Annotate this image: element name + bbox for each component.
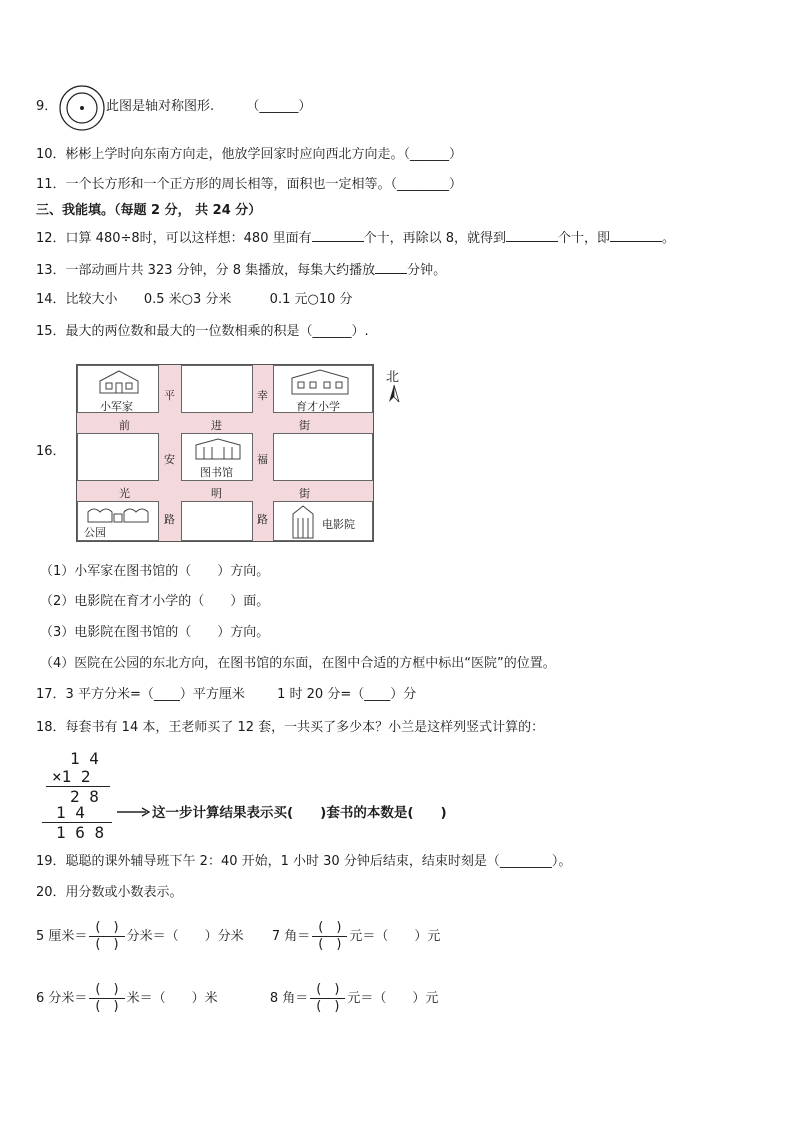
map-cell-yucai: [273, 365, 373, 413]
calc-row: ×1 2: [52, 767, 91, 786]
road-label: 幸: [257, 389, 268, 402]
calc-note: 这一步计算结果表示买( )套书的本数是( ): [152, 805, 447, 821]
road-label: 安: [164, 453, 175, 466]
q20-row-2: [36, 980, 438, 1018]
calc-row: 1 4: [56, 803, 85, 822]
north-label: 北: [386, 370, 400, 385]
question-11: 11．一个长方形和一个正方形的周长相等，面积也一定相等。（________）: [36, 177, 463, 192]
road-label: 平: [164, 389, 175, 402]
question-text: 14．比较大小: [36, 292, 118, 307]
answer-blank: [375, 261, 407, 274]
question-number: 9．: [36, 99, 58, 114]
school-icon: [288, 368, 352, 396]
answer-blank: [506, 229, 558, 242]
conversion-text: 元＝（ ）元: [347, 991, 439, 1006]
numerator: ( ): [95, 982, 119, 997]
question-text: 17．3 平方分米=（____）平方厘米: [36, 687, 245, 702]
numerator: ( ): [318, 920, 342, 935]
conversion-text: 6 分米＝: [36, 991, 88, 1006]
fraction-blank: [310, 982, 345, 1015]
road-label: 前: [119, 419, 130, 432]
road-label: 明: [211, 487, 222, 500]
map-cell-top-middle: [181, 365, 253, 413]
question-10: 10．彬彬上学时向东南方向走，他放学回家时应向西北方向走。（______）: [36, 147, 463, 162]
numerator: ( ): [95, 920, 119, 935]
map-cell-cinema: [273, 501, 373, 541]
library-icon: [194, 437, 242, 461]
question-17: [36, 686, 416, 704]
arrow-right-icon: [116, 806, 150, 818]
question-12: [36, 229, 675, 248]
question-text: 12．口算 480÷8时，可以这样想：480 里面有: [36, 231, 312, 246]
conversion-text: 5 厘米＝: [36, 929, 88, 944]
question-16-sub-3: （3）电影院在图书馆的（ ）方向。: [40, 625, 270, 640]
concentric-circle-icon: [58, 84, 106, 132]
fraction-blank: [89, 982, 124, 1015]
answer-blank: [312, 229, 364, 242]
question-18: 18．每套书有 14 本，王老师买了 12 套，一共买了多少本？小兰是这样列竖式计算的：: [36, 720, 545, 735]
road-label: 路: [257, 513, 268, 526]
compare-item: 0.5 米○3 分米: [143, 292, 232, 307]
question-16-sub-2: （2）电影院在育才小学的（ ）面。: [40, 594, 270, 609]
calc-row: 1 6 8: [56, 823, 105, 842]
road-label: 福: [257, 453, 268, 466]
answer-blank: [610, 229, 662, 242]
map-cell-library: [181, 433, 253, 481]
map-cell-middle-left: [77, 433, 159, 481]
denominator: ( ): [316, 999, 340, 1014]
question-text: 。: [662, 231, 676, 246]
compare-item: 0.1 元○10 分: [269, 292, 353, 307]
place-label: 电影院: [322, 518, 355, 531]
denominator: ( ): [95, 937, 119, 952]
cinema-icon: [290, 504, 316, 540]
question-14: [36, 291, 353, 309]
map-cell-park: [77, 501, 159, 541]
question-20: 20．用分数或小数表示。: [36, 885, 183, 900]
place-label: 育才小学: [296, 400, 340, 413]
question-16-sub-4: （4）医院在公园的东北方向，在图书馆的东面，在图中合适的方框中标出“医院”的位置。: [40, 656, 556, 671]
place-label: 图书馆: [200, 466, 233, 479]
road-label: 街: [299, 419, 310, 432]
map-cell-bottom-middle: [181, 501, 253, 541]
road-label: 进: [211, 419, 222, 432]
conversion-text: 7 角＝: [271, 929, 311, 944]
question-text: 1 时 20 分=（____）分: [277, 687, 417, 702]
conversion-text: 8 角＝: [269, 991, 309, 1006]
conversion-text: 米＝（ ）米: [126, 991, 218, 1006]
fraction-blank: [312, 920, 347, 953]
map-cell-middle-right: [273, 433, 373, 481]
road-label: 光: [119, 487, 130, 500]
question-13: [36, 261, 446, 280]
conversion-text: 分米＝（ ）分米: [126, 929, 244, 944]
question-19: 19．聪聪的课外辅导班下午 2：40 开始，1 小时 30 分钟后结束，结束时刻是（________）。: [36, 854, 572, 869]
place-label: 小军家: [100, 400, 133, 413]
denominator: ( ): [318, 937, 342, 952]
question-16-sub-1: （1）小军家在图书馆的（ ）方向。: [40, 564, 270, 579]
question-15: 15．最大的两位数和最大的一位数相乘的积是（______）.: [36, 324, 369, 339]
denominator: ( ): [95, 999, 119, 1014]
fraction-blank: [89, 920, 124, 953]
question-9: [36, 98, 57, 116]
road-label: 街: [299, 487, 310, 500]
north-arrow-icon: [388, 384, 400, 404]
calc-row: 1 4: [70, 749, 99, 768]
question-text: 个十，即: [558, 231, 611, 246]
question-text: 13．一部动画片共 323 分钟，分 8 集播放，每集大约播放: [36, 263, 376, 278]
calc-row: 2 8: [70, 787, 99, 806]
numerator: ( ): [316, 982, 340, 997]
q20-row-1: [36, 918, 440, 956]
park-icon: [86, 504, 150, 524]
question-text: 个十，再除以 8，就得到: [363, 231, 507, 246]
road-label: 路: [164, 513, 175, 526]
street-map: [76, 364, 374, 542]
section-heading: 三、我能填。（每题 2 分， 共 24 分）: [36, 203, 262, 218]
place-label: 公园: [84, 526, 106, 539]
question-9-text: [106, 98, 311, 116]
house-icon: [98, 369, 140, 395]
conversion-text: 元＝（ ）元: [349, 929, 441, 944]
question-text: 此图是轴对称图形.: [106, 99, 215, 114]
answer-blank: （______）: [246, 99, 312, 114]
question-16-number: 16．: [36, 444, 66, 459]
question-text: 分钟。: [407, 263, 447, 278]
map-cell-xiaojunjia: [77, 365, 159, 413]
